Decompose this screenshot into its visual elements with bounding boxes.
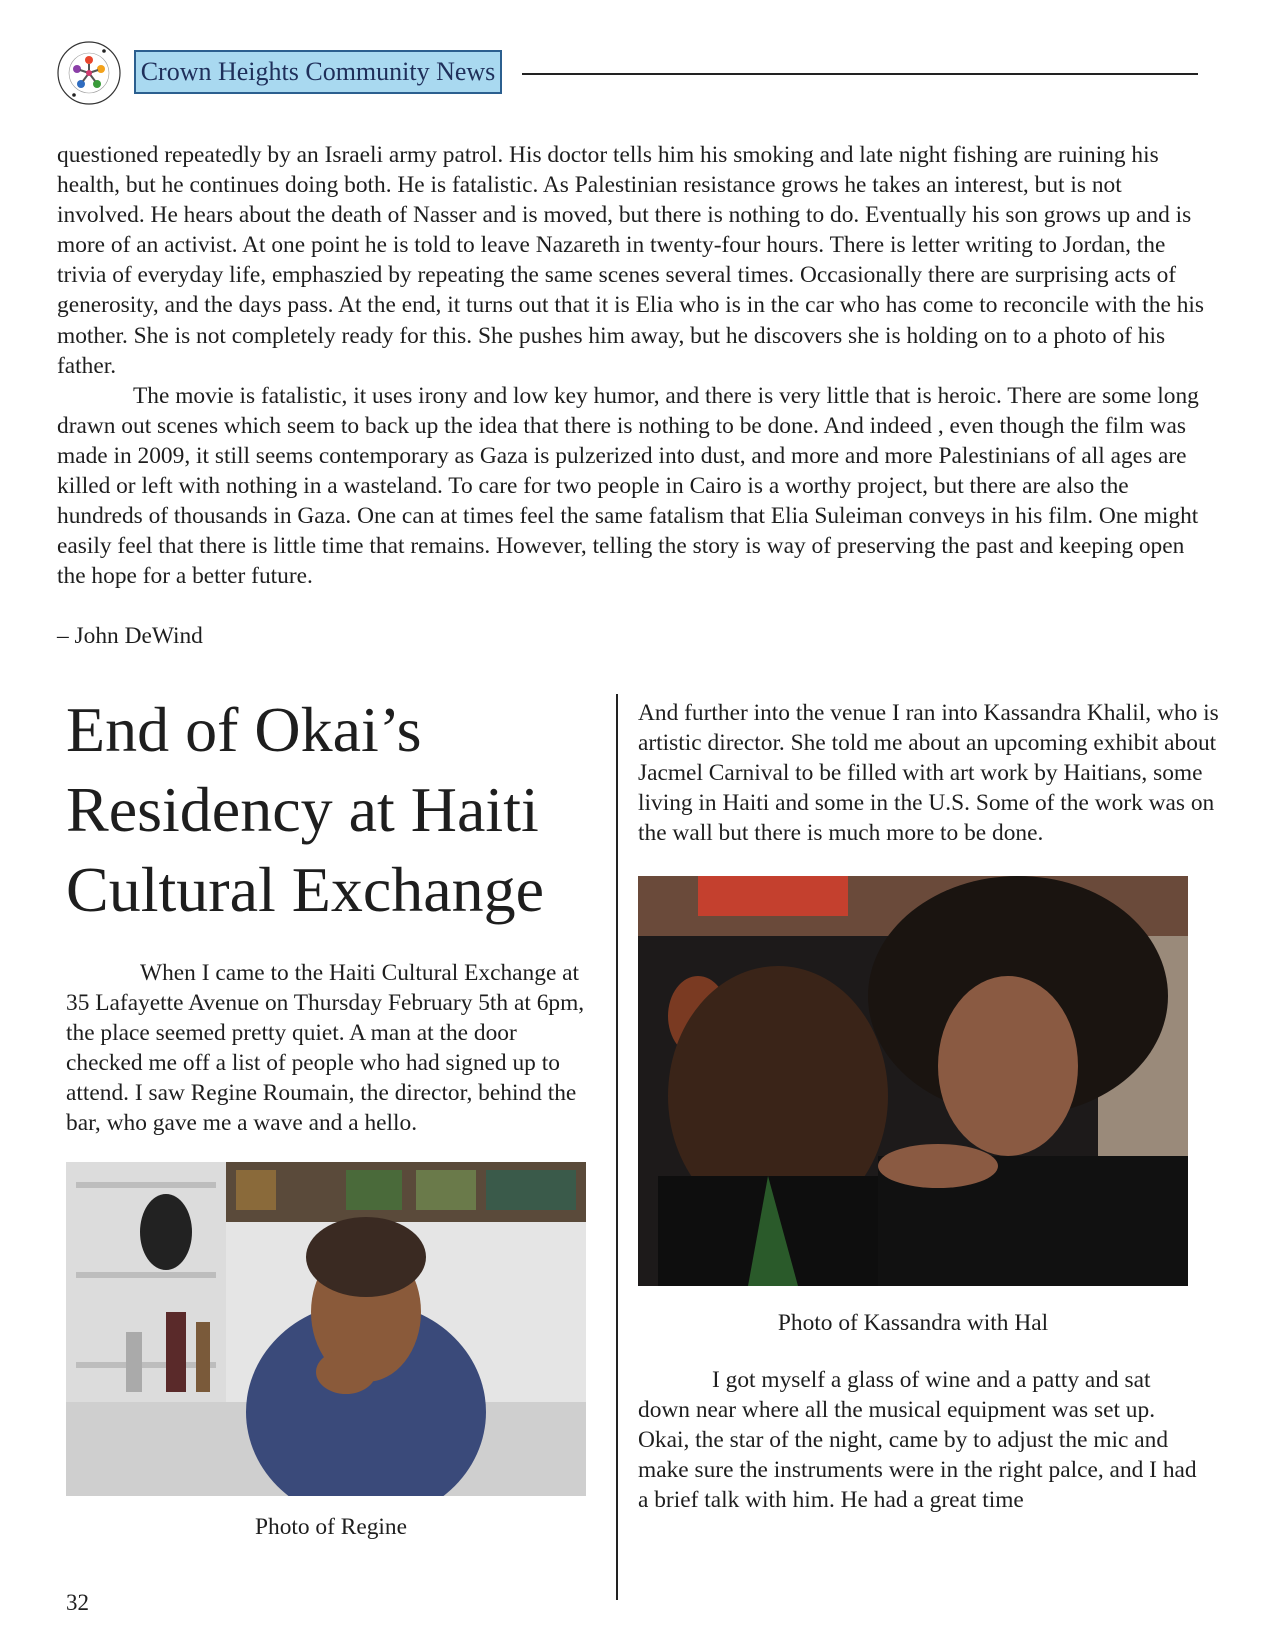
photo-kassandra-with-hal bbox=[638, 876, 1188, 1286]
photo-regine-caption: Photo of Regine bbox=[254, 1514, 408, 1540]
column-divider bbox=[616, 694, 618, 1600]
top-article-paragraph: The movie is fatalistic, it uses irony and low key humor, and there is very little that is heroic. There are some long drawn out scenes which seem to back up the idea that there is nothing to be done. And indeed , even though the film was made in 2009, it still seems contemporary as Gaza is pulzerized into dust, and more and more Palestinians of all ages are killed or left with nothing in a wasteland. To care for two people in Cairo is a worthy project, but there are also the hundreds of thousands in Gaza. One can at times feel the same fatalism that Elia Suleiman conveys in his film. One might easily feel that there is little time that remains. However, telling the story is way of preserving the past and keeping open the hope for a better future. bbox=[57, 382, 1199, 590]
masthead-title: Crown Heights Community News bbox=[134, 50, 502, 94]
photo-kassandra-caption: Photo of Kassandra with Hal bbox=[777, 1310, 1049, 1336]
page-number: 32 bbox=[66, 1590, 89, 1615]
top-article-paragraph: questioned repeatedly by an Israeli army patrol. His doctor tells him his smoking and late night fishing are ruining his health, but he continues doing both. He is fatalistic. As Palestinian resistance grows he takes an interest, but is not involved. He hears about the death of Nasser and is moved, but there is nothing to do. Eventually his son grows up and is more of an activist. At one point he is told to leave Nazareth in twenty-four hours. There is letter writing to Jordan, the trivia of everyday life, emphaszied by repeating the same scenes several times. Occasionally there are surprising acts of generosity, and the days pass. At the end, it turns out that it is Elia who is in the car who has come to reconcile with the his mother. She is not completely ready for this. She pushes him away, but he discovers she is holding on to a photo of his father. bbox=[57, 142, 1204, 379]
feature-right-column bbox=[638, 698, 1228, 1515]
masthead-rule bbox=[522, 73, 1198, 75]
byline: – John DeWind bbox=[57, 623, 203, 650]
right-continuation-paragraph: I got myself a glass of wine and a patty and sat down near where all the musical equipment was set up. Okai, the star of the night, came by to adjust the mic and make sure the instruments were in the right palce, and I had a brief talk with him. He had a great time bbox=[638, 1367, 1197, 1513]
right-intro-paragraph: And further into the venue I ran into Kassandra Khalil, who is artistic director. She told me about an upcoming exhibit about Jacmel Carnival to be filled with art work by Haitians, some living in Haiti and some in the U.S. Some of the work was on the wall but there is much more to be done. bbox=[638, 700, 1219, 846]
community-organization-logo bbox=[56, 40, 122, 106]
feature-intro-paragraph: When I came to the Haiti Cultural Exchange at 35 Lafayette Avenue on Thursday February 5th at 6pm, the place seemed pretty quiet. A man at the door checked me off a list of people who had signed up to attend. I saw Regine Roumain, the director, behind the bar, who gave me a wave and a hello. bbox=[66, 960, 585, 1136]
photo-regine bbox=[66, 1162, 586, 1496]
top-article bbox=[57, 140, 1207, 652]
feature-left-column bbox=[66, 690, 596, 1541]
feature-headline: End of Okai’s Residency at Haiti Cultural Exchange bbox=[66, 694, 545, 925]
